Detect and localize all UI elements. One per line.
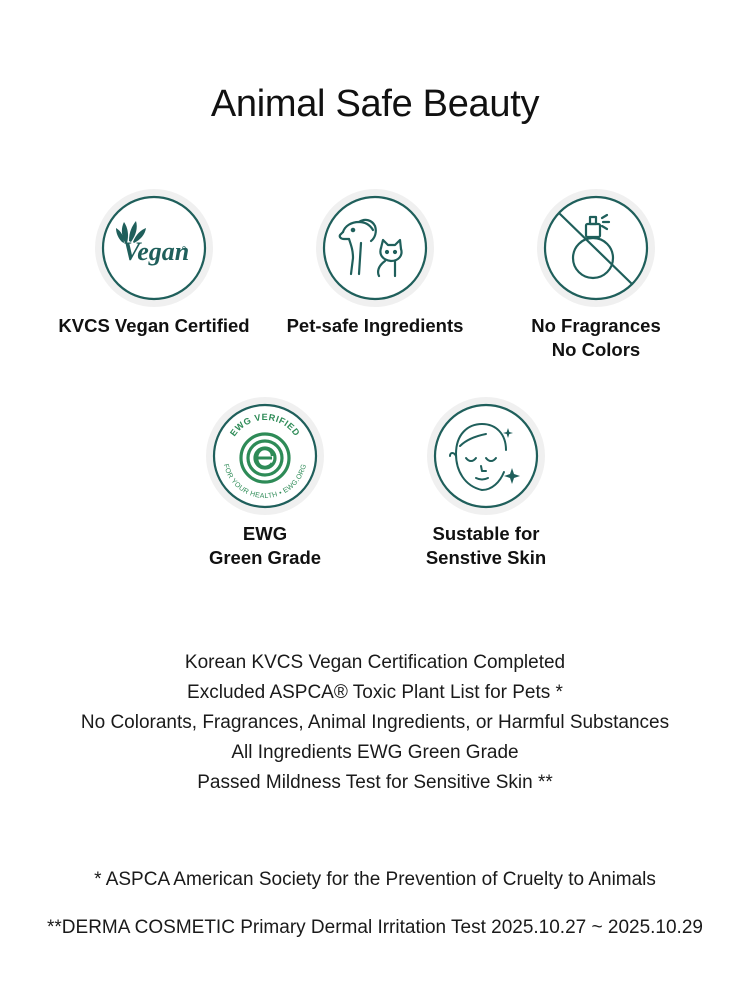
badge-label-line: EWG <box>242 523 288 544</box>
vegan-leaf-icon <box>94 188 214 308</box>
page-title: Animal Safe Beauty <box>210 83 540 125</box>
face-sparkle-icon <box>426 396 546 516</box>
badge-label-line: Sustable for <box>432 523 540 544</box>
badge-label <box>39 314 269 338</box>
badge-label <box>260 314 490 338</box>
svg-text:Vegan: Vegan <box>122 237 190 266</box>
badge-label-line: No Fragrances <box>531 315 661 336</box>
footnote-aspca: * ASPCA American Society for the Prevention of Cruelty to Animals <box>94 869 656 890</box>
svg-text:FOR YOUR HEALTH • EWG.ORG: FOR YOUR HEALTH • EWG.ORG <box>221 463 309 501</box>
claim-line: All Ingredients EWG Green Grade <box>231 742 519 763</box>
claim-line: Excluded ASPCA® Toxic Plant List for Pets * <box>187 682 563 703</box>
claims-list <box>0 648 750 798</box>
claim-line: Passed Mildness Test for Sensitive Skin ** <box>197 772 553 793</box>
badge-label <box>481 314 711 362</box>
badge-label-line: KVCS Vegan Certified <box>58 315 250 336</box>
svg-text:EWG VERIFIED: EWG VERIFIED <box>227 411 303 439</box>
badge-label-line: No Colors <box>551 339 641 360</box>
claim-line: No Colorants, Fragrances, Animal Ingredients, or Harmful Substances <box>80 712 670 733</box>
no-fragrance-icon <box>536 188 656 308</box>
claim-line: Korean KVCS Vegan Certification Completed <box>184 652 566 673</box>
dog-cat-icon <box>315 188 435 308</box>
badge-label-line: Pet-safe Ingredients <box>286 315 464 336</box>
footnote-derma-test: **DERMA COSMETIC Primary Dermal Irritation Test 2025.10.27 ~ 2025.10.29 <box>47 917 703 938</box>
badge-label-line: Green Grade <box>208 547 322 568</box>
badge-label-line: Senstive Skin <box>425 547 547 568</box>
badge-label <box>150 522 380 570</box>
badge-label <box>371 522 601 570</box>
ewg-verified-icon <box>205 396 325 516</box>
